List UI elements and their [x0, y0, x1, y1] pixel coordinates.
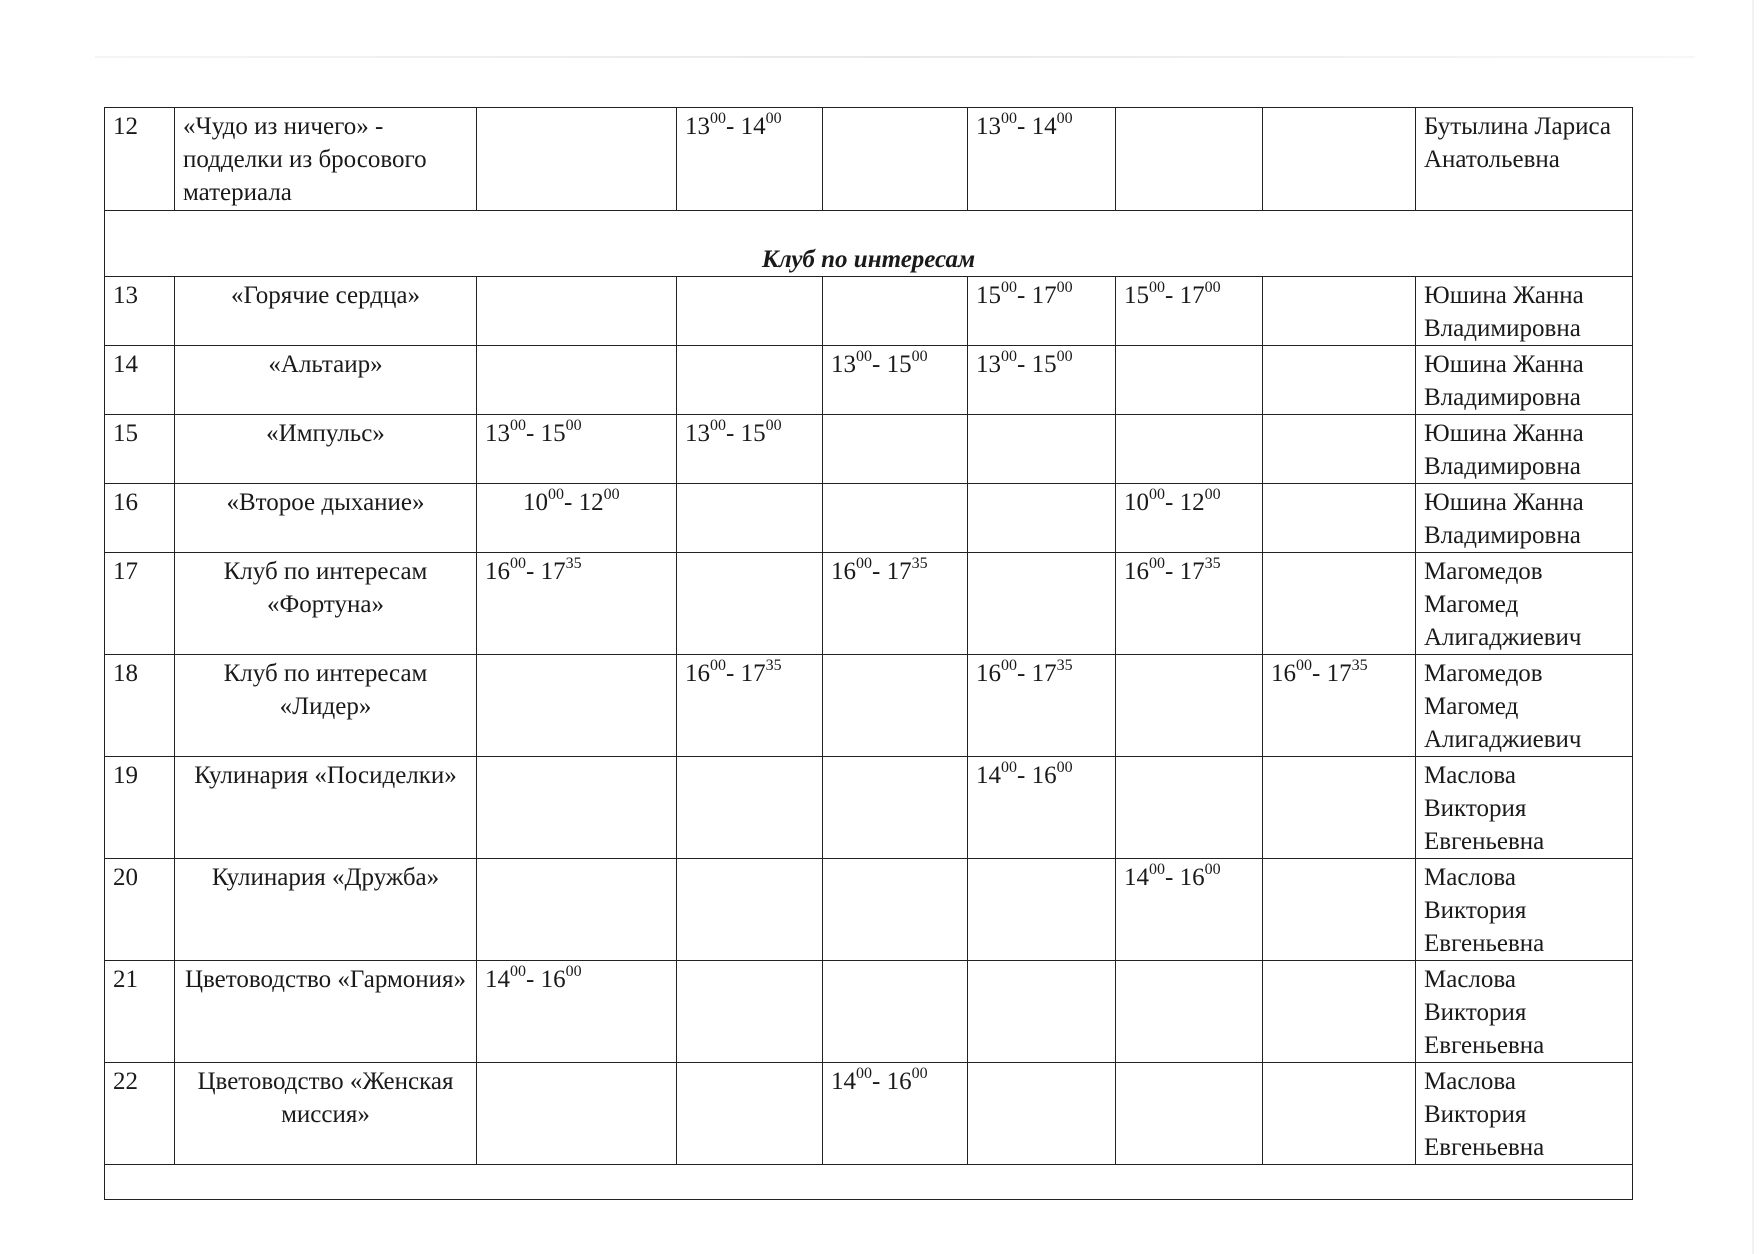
time-from-minutes: 00 [510, 416, 526, 434]
schedule-cell [1263, 484, 1416, 553]
leader-name: Магомедов Магомед Алигаджиевич [1416, 553, 1633, 655]
row-number: 12 [105, 108, 175, 211]
time-separator: - [726, 420, 741, 447]
time-to-hour: 17 [1031, 660, 1057, 687]
empty-footer-cell [105, 1165, 1633, 1200]
schedule-cell [477, 859, 677, 961]
time-separator: - [564, 489, 579, 516]
schedule-cell [823, 757, 968, 859]
table-row [105, 277, 1633, 346]
section-title: Клуб по интересам [105, 211, 1633, 277]
time-to-minutes: 00 [1056, 109, 1073, 127]
leader-name: Маслова Виктория Евгеньевна [1416, 961, 1633, 1063]
time-to-minutes: 00 [1204, 860, 1221, 878]
schedule-cell [677, 1063, 823, 1165]
schedule-cell [677, 277, 823, 346]
time-separator: - [1017, 351, 1032, 378]
schedule-cell [477, 961, 677, 1063]
time-separator: - [872, 558, 887, 585]
schedule-cell [823, 655, 968, 757]
schedule-cell [1263, 655, 1416, 757]
table-row [105, 757, 1633, 859]
club-name: «Чудо из ничего» - подделки из бросового материала [175, 108, 477, 211]
row-number: 21 [105, 961, 175, 1063]
time-from-hour: 16 [976, 660, 1001, 687]
table-row [105, 346, 1633, 415]
schedule-cell [677, 859, 823, 961]
time-to-minutes: 35 [1351, 656, 1368, 674]
time-from-minutes: 00 [1001, 656, 1017, 674]
time-separator: - [1165, 864, 1180, 891]
schedule-cell [1116, 1063, 1263, 1165]
row-number: 20 [105, 859, 175, 961]
time-from-minutes: 00 [1149, 554, 1165, 572]
time-to-hour: 15 [540, 420, 566, 447]
schedule-cell [968, 757, 1116, 859]
section-header-row [105, 211, 1633, 277]
schedule-cell [1263, 415, 1416, 484]
schedule-cell [1116, 859, 1263, 961]
time-to-minutes: 35 [1204, 554, 1221, 572]
schedule-cell [1116, 277, 1263, 346]
schedule-cell [477, 484, 677, 553]
schedule-cell [677, 757, 823, 859]
club-name: Цветоводство «Гармония» [175, 961, 477, 1063]
schedule-cell [823, 108, 968, 211]
schedule-cell [477, 108, 677, 211]
schedule-cell [477, 1063, 677, 1165]
schedule-cell [823, 346, 968, 415]
time-from-minutes: 00 [856, 1064, 872, 1082]
time-separator: - [526, 558, 541, 585]
time-separator: - [1165, 558, 1180, 585]
time-from-hour: 14 [1124, 864, 1149, 891]
club-name: «Горячие сердца» [175, 277, 477, 346]
time-to-minutes: 00 [911, 1064, 928, 1082]
time-to-hour: 17 [1179, 558, 1205, 585]
leader-name: Юшина Жанна Владимировна [1416, 415, 1633, 484]
time-separator: - [1165, 489, 1180, 516]
row-number: 14 [105, 346, 175, 415]
time-from-minutes: 00 [1001, 347, 1017, 365]
leader-name: Магомедов Магомед Алигаджиевич [1416, 655, 1633, 757]
schedule-cell [1263, 859, 1416, 961]
time-separator: - [872, 351, 887, 378]
row-number: 18 [105, 655, 175, 757]
club-name: Клуб по интересам «Лидер» [175, 655, 477, 757]
schedule-cell [823, 1063, 968, 1165]
time-from-hour: 10 [1124, 489, 1149, 516]
time-to-hour: 14 [1031, 113, 1057, 140]
time-from-minutes: 00 [856, 347, 872, 365]
club-name: «Импульс» [175, 415, 477, 484]
time-from-hour: 13 [831, 351, 856, 378]
time-to-minutes: 35 [765, 656, 782, 674]
schedule-cell [968, 859, 1116, 961]
schedule-cell [823, 553, 968, 655]
table-row [105, 415, 1633, 484]
leader-name: Юшина Жанна Владимировна [1416, 277, 1633, 346]
row-number: 16 [105, 484, 175, 553]
time-from-hour: 15 [1124, 282, 1149, 309]
table-row [105, 1063, 1633, 1165]
time-separator: - [1017, 282, 1032, 309]
time-to-minutes: 35 [911, 554, 928, 572]
time-to-minutes: 00 [603, 485, 620, 503]
time-to-minutes: 00 [765, 109, 782, 127]
time-from-hour: 14 [485, 966, 510, 993]
time-from-minutes: 00 [1001, 758, 1017, 776]
club-name: «Второе дыхание» [175, 484, 477, 553]
time-from-hour: 16 [685, 660, 710, 687]
time-from-hour: 10 [523, 489, 548, 516]
schedule-cell [1263, 277, 1416, 346]
time-separator: - [726, 660, 741, 687]
row-number: 19 [105, 757, 175, 859]
table-footer-row [105, 1165, 1633, 1200]
time-from-hour: 16 [485, 558, 510, 585]
schedule-cell [968, 484, 1116, 553]
leader-name: Маслова Виктория Евгеньевна [1416, 859, 1633, 961]
schedule-cell [968, 961, 1116, 1063]
time-to-minutes: 00 [1204, 278, 1221, 296]
schedule-cell [677, 961, 823, 1063]
row-number: 22 [105, 1063, 175, 1165]
schedule-cell [1116, 484, 1263, 553]
club-name: Цветоводство «Женская миссия» [175, 1063, 477, 1165]
scan-right-edge [1752, 0, 1754, 1254]
time-from-minutes: 00 [1149, 485, 1165, 503]
schedule-cell [968, 346, 1116, 415]
schedule-cell [968, 277, 1116, 346]
time-to-hour: 16 [886, 1068, 912, 1095]
schedule-cell [477, 277, 677, 346]
time-separator: - [1312, 660, 1327, 687]
table-row [105, 961, 1633, 1063]
time-from-minutes: 00 [1296, 656, 1312, 674]
table-row [105, 484, 1633, 553]
leader-name: Маслова Виктория Евгеньевна [1416, 757, 1633, 859]
schedule-cell [1116, 655, 1263, 757]
time-to-hour: 15 [740, 420, 766, 447]
time-from-minutes: 00 [510, 554, 526, 572]
schedule-cell [1263, 553, 1416, 655]
time-from-minutes: 00 [1149, 860, 1165, 878]
time-to-minutes: 00 [565, 962, 582, 980]
time-to-minutes: 00 [1056, 347, 1073, 365]
time-separator: - [1017, 660, 1032, 687]
time-from-hour: 16 [1271, 660, 1296, 687]
time-from-minutes: 00 [1001, 278, 1017, 296]
time-to-hour: 17 [740, 660, 766, 687]
time-separator: - [1165, 282, 1180, 309]
time-from-hour: 16 [1124, 558, 1149, 585]
schedule-cell [477, 415, 677, 484]
schedule-cell [1263, 757, 1416, 859]
schedule-cell [1263, 1063, 1416, 1165]
time-from-minutes: 00 [856, 554, 872, 572]
time-separator: - [872, 1068, 887, 1095]
schedule-cell [1263, 108, 1416, 211]
time-to-hour: 17 [540, 558, 566, 585]
time-from-hour: 13 [976, 351, 1001, 378]
time-to-hour: 17 [1326, 660, 1352, 687]
schedule-cell [968, 655, 1116, 757]
schedule-cell [477, 553, 677, 655]
time-to-hour: 15 [1031, 351, 1057, 378]
time-to-hour: 16 [1031, 762, 1057, 789]
schedule-cell [968, 415, 1116, 484]
time-from-minutes: 00 [710, 416, 726, 434]
club-name: Кулинария «Дружба» [175, 859, 477, 961]
club-name: Кулинария «Посиделки» [175, 757, 477, 859]
schedule-cell [1116, 346, 1263, 415]
row-number: 15 [105, 415, 175, 484]
schedule-cell [677, 553, 823, 655]
schedule-cell [677, 108, 823, 211]
leader-name: Бутылина Лариса Анатольевна [1416, 108, 1633, 211]
schedule-cell [1116, 961, 1263, 1063]
time-to-minutes: 00 [1056, 278, 1073, 296]
time-from-hour: 15 [976, 282, 1001, 309]
table-row [105, 655, 1633, 757]
time-from-hour: 16 [831, 558, 856, 585]
time-to-hour: 14 [740, 113, 766, 140]
time-from-minutes: 00 [1149, 278, 1165, 296]
schedule-cell [677, 415, 823, 484]
time-from-minutes: 00 [1001, 109, 1017, 127]
schedule-cell [1116, 757, 1263, 859]
club-name: «Альтаир» [175, 346, 477, 415]
time-separator: - [526, 420, 541, 447]
table-row [105, 553, 1633, 655]
schedule-body [105, 108, 1633, 1200]
schedule-cell [677, 655, 823, 757]
time-to-minutes: 00 [565, 416, 582, 434]
time-to-minutes: 00 [911, 347, 928, 365]
time-to-minutes: 00 [765, 416, 782, 434]
time-to-hour: 17 [886, 558, 912, 585]
schedule-table [104, 107, 1633, 1200]
time-to-hour: 17 [1179, 282, 1205, 309]
time-to-hour: 12 [578, 489, 604, 516]
time-from-hour: 14 [976, 762, 1001, 789]
schedule-cell [823, 277, 968, 346]
schedule-cell [968, 1063, 1116, 1165]
schedule-cell [677, 484, 823, 553]
schedule-cell [823, 961, 968, 1063]
time-from-hour: 13 [685, 113, 710, 140]
table-row [105, 859, 1633, 961]
schedule-cell [968, 553, 1116, 655]
schedule-cell [1263, 346, 1416, 415]
schedule-cell [1263, 961, 1416, 1063]
time-to-hour: 17 [1031, 282, 1057, 309]
schedule-cell [677, 346, 823, 415]
time-to-minutes: 35 [565, 554, 582, 572]
schedule-cell [1116, 553, 1263, 655]
schedule-cell [1116, 108, 1263, 211]
time-separator: - [1017, 762, 1032, 789]
time-from-hour: 14 [831, 1068, 856, 1095]
time-from-minutes: 00 [710, 656, 726, 674]
schedule-cell [823, 484, 968, 553]
leader-name: Маслова Виктория Евгеньевна [1416, 1063, 1633, 1165]
leader-name: Юшина Жанна Владимировна [1416, 484, 1633, 553]
time-separator: - [726, 113, 741, 140]
time-to-hour: 16 [1179, 864, 1205, 891]
time-from-hour: 13 [685, 420, 710, 447]
scan-page-edge [95, 56, 1695, 58]
club-name: Клуб по интересам «Фортуна» [175, 553, 477, 655]
time-separator: - [1017, 113, 1032, 140]
row-number: 13 [105, 277, 175, 346]
schedule-cell [477, 655, 677, 757]
schedule-cell [1116, 415, 1263, 484]
schedule-cell [823, 859, 968, 961]
time-from-minutes: 00 [510, 962, 526, 980]
time-from-minutes: 00 [710, 109, 726, 127]
time-to-hour: 12 [1179, 489, 1205, 516]
leader-name: Юшина Жанна Владимировна [1416, 346, 1633, 415]
table-row [105, 108, 1633, 211]
time-from-minutes: 00 [548, 485, 564, 503]
time-from-hour: 13 [976, 113, 1001, 140]
time-from-hour: 13 [485, 420, 510, 447]
schedule-cell [477, 757, 677, 859]
time-to-hour: 16 [540, 966, 566, 993]
time-to-minutes: 00 [1056, 758, 1073, 776]
schedule-cell [968, 108, 1116, 211]
schedule-cell [477, 346, 677, 415]
row-number: 17 [105, 553, 175, 655]
time-to-minutes: 00 [1204, 485, 1221, 503]
time-to-minutes: 35 [1056, 656, 1073, 674]
time-to-hour: 15 [886, 351, 912, 378]
schedule-cell [823, 415, 968, 484]
time-separator: - [526, 966, 541, 993]
